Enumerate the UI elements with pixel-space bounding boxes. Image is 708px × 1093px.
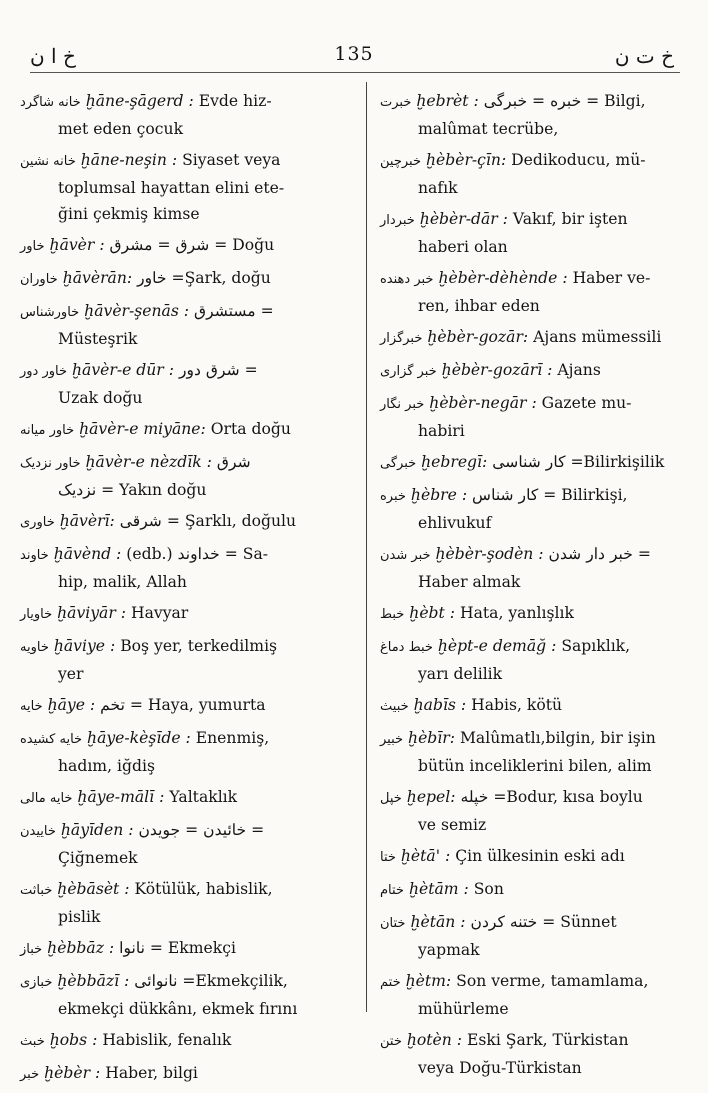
entry-continuation: ekmekçi dükkânı, ekmek fırını <box>58 1000 298 1018</box>
dictionary-entry <box>20 784 354 812</box>
dictionary-entry <box>20 633 354 687</box>
entry-first-line <box>20 449 354 477</box>
entry-arabic-script: خبر دهنده <box>380 272 434 287</box>
entry-headword: ḫèbīr: <box>408 729 455 747</box>
entry-headword: ḫèbèr-negār : <box>429 394 537 412</box>
entry-definition: شرق دور = <box>178 361 258 379</box>
dictionary-entry <box>20 935 354 963</box>
entry-continuation: ehlivukuf <box>418 514 492 532</box>
entry-definition: شرق <box>216 453 251 471</box>
entry-first-line <box>380 449 680 477</box>
entry-definition: Son <box>473 880 504 898</box>
entry-headword: ḫèpt-e demāğ : <box>437 637 557 655</box>
entry-arabic-script: خاور دور <box>20 364 68 379</box>
entry-continuation: nafık <box>418 179 458 197</box>
dictionary-entry <box>380 541 680 595</box>
entry-headword: ḫèbèr-çīn: <box>425 151 507 169</box>
entry-definition: Ajans <box>557 361 601 379</box>
entry-continuation: hadım, iğdiş <box>58 757 155 775</box>
entry-arabic-script: خبرگزار <box>380 331 423 346</box>
entry-arabic-script: خباثت <box>20 883 53 898</box>
entry-headword: ḫèbèr-dèhènde : <box>438 269 568 287</box>
entry-first-line <box>380 843 680 871</box>
entry-first-line <box>20 232 354 260</box>
entry-headword: ḫāviye : <box>53 637 116 655</box>
entry-arabic-script: خاوران <box>20 272 58 287</box>
entry-arabic-script: ختام <box>380 883 404 898</box>
dictionary-entry <box>20 298 354 352</box>
entry-headword: ḫèbèr-şodèn : <box>435 545 544 563</box>
entry-first-line <box>380 88 680 116</box>
entry-headword: ḫāye : <box>47 696 96 714</box>
dictionary-entry <box>380 843 680 871</box>
entry-first-line <box>20 1060 354 1088</box>
entry-first-line <box>380 482 680 510</box>
entry-headword: ḫèbèr-gozārī : <box>441 361 553 379</box>
entry-first-line <box>380 909 680 937</box>
entry-headword: ḫāye-kèşīde : <box>87 729 191 747</box>
entry-headword: ḫebregī: <box>421 453 488 471</box>
entry-first-line <box>380 876 680 904</box>
entry-first-line <box>380 784 680 812</box>
entry-headword: ḫāviyār : <box>57 604 127 622</box>
entry-arabic-script: خایه <box>20 699 43 714</box>
entry-definition: Malûmatlı,bilgin, bir işin <box>459 729 656 747</box>
entry-headword: ḫāyīden : <box>60 821 134 839</box>
entry-arabic-script: ختان <box>380 916 406 931</box>
entry-definition: خائیدن = جویدن = <box>138 821 265 839</box>
entry-arabic-script: خانه شاگرد <box>20 95 81 110</box>
dictionary-entry <box>380 449 680 477</box>
dictionary-entry <box>380 324 680 352</box>
entry-definition: Siyaset veya <box>182 151 281 169</box>
entry-arabic-script: خاور <box>20 239 45 254</box>
entry-definition: خبره = خبرگی = Bilgi, <box>483 92 646 110</box>
entry-headword: ḫebrèt : <box>416 92 479 110</box>
dictionary-entry <box>380 265 680 319</box>
entry-first-line <box>380 357 680 385</box>
entry-definition: Son verme, tamamlama, <box>456 972 649 990</box>
entry-first-line <box>380 600 680 628</box>
entry-continuation: bütün inceliklerini bilen, alim <box>418 757 652 775</box>
entry-first-line <box>380 1027 680 1055</box>
entry-first-line <box>20 692 354 720</box>
entry-first-line <box>380 147 680 175</box>
dictionary-entry <box>380 147 680 201</box>
entry-definition: Vakıf, bir işten <box>512 210 628 228</box>
entry-arabic-script: خبره <box>380 489 406 504</box>
column-divider <box>366 82 367 1012</box>
entry-headword: ḫepel: <box>406 788 456 806</box>
dictionary-entry <box>380 968 680 1022</box>
dictionary-entry <box>20 88 354 142</box>
entry-headword: ḫètm: <box>405 972 452 990</box>
entry-first-line <box>20 357 354 385</box>
entry-arabic-script: خبط دماغ <box>380 640 433 655</box>
entry-headword: ḫètān : <box>410 913 466 931</box>
entry-definition: Haber, bilgi <box>105 1064 198 1082</box>
entry-first-line <box>380 324 680 352</box>
dictionary-entry <box>380 482 680 536</box>
entry-headword: ḫāvèr-e miyāne: <box>79 420 206 438</box>
entry-definition: Habislik, fenalık <box>102 1031 232 1049</box>
dictionary-entry <box>20 541 354 595</box>
entry-headword: ḫobs : <box>49 1031 98 1049</box>
entry-headword: ḫètām : <box>408 880 469 898</box>
right-column <box>380 88 680 1086</box>
entry-first-line <box>20 1027 354 1055</box>
dictionary-entry <box>380 692 680 720</box>
entry-definition: Kötülük, habislik, <box>134 880 273 898</box>
entry-arabic-script: خاورشناس <box>20 305 80 320</box>
entry-arabic-script: ختا <box>380 850 396 865</box>
entry-continuation: toplumsal hayattan elini ete- <box>58 179 285 197</box>
entry-definition: Gazete mu- <box>541 394 632 412</box>
entry-definition: خبر دار شدن = <box>548 545 651 563</box>
entry-headword: ḫèbre : <box>410 486 468 504</box>
dictionary-entry <box>20 876 354 930</box>
entry-continuation: yer <box>58 665 84 683</box>
entry-definition: Habis, kötü <box>471 696 563 714</box>
dictionary-entry <box>380 784 680 838</box>
dictionary-entry <box>20 357 354 411</box>
entry-definition: Evde hiz- <box>198 92 272 110</box>
dictionary-entry <box>20 600 354 628</box>
entry-definition: خپله =Bodur, kısa boylu <box>460 788 643 806</box>
entry-continuation: met eden çocuk <box>58 120 184 138</box>
entry-headword: ḫètā' : <box>400 847 451 865</box>
entry-arabic-script: خبر گزاری <box>380 364 437 379</box>
entry-arabic-script: خبازی <box>20 975 53 990</box>
entry-continuation: mühürleme <box>418 1000 509 1018</box>
entry-definition: Boş yer, terkedilmiş <box>120 637 278 655</box>
dictionary-entry <box>20 1060 354 1088</box>
entry-continuation: ve semiz <box>418 816 487 834</box>
entry-arabic-script: خپل <box>380 791 402 806</box>
entry-first-line <box>20 541 354 569</box>
entry-arabic-script: خاویه <box>20 640 49 655</box>
dictionary-entry <box>20 147 354 227</box>
entry-first-line <box>20 298 354 326</box>
entry-definition: Yaltaklık <box>169 788 238 806</box>
entry-definition: ختنه کردن = Sünnet <box>470 913 617 931</box>
entry-headword: ḫāvèrān: <box>62 269 133 287</box>
entry-headword: ḫāvèr-e dūr : <box>72 361 174 379</box>
entry-headword: ḫāvèr : <box>49 236 105 254</box>
entry-continuation: yarı delilik <box>418 665 503 683</box>
entry-definition: Çin ülkesinin eski adı <box>455 847 625 865</box>
entry-first-line <box>20 416 354 444</box>
entry-definition: کار شناس = Bilirkişi, <box>472 486 628 504</box>
entry-definition: نانوا = Ekmekçi <box>119 939 236 957</box>
entry-arabic-script: ختن <box>380 1034 402 1049</box>
entry-definition: Orta doğu <box>210 420 291 438</box>
entry-arabic-script: خایه مالی <box>20 791 73 806</box>
entry-arabic-script: ختم <box>380 975 401 990</box>
entry-arabic-script: خبیر <box>380 732 404 747</box>
entry-headword: ḫèbèr-dār : <box>419 210 508 228</box>
entry-definition: Eski Şark, Türkistan <box>466 1031 629 1049</box>
entry-definition: نانوائی =Ekmekçilik, <box>134 972 288 990</box>
entry-continuation: Çiğnemek <box>58 849 138 867</box>
entry-first-line <box>20 725 354 753</box>
entry-first-line <box>20 147 354 175</box>
dictionary-entry <box>20 968 354 1022</box>
dictionary-entry <box>20 817 354 871</box>
entry-continuation: habiri <box>418 422 465 440</box>
entry-arabic-script: خبرچین <box>380 154 421 169</box>
entry-continuation: yapmak <box>418 941 480 959</box>
dictionary-entry <box>380 909 680 963</box>
dictionary-entry <box>380 390 680 444</box>
entry-arabic-script: خاوری <box>20 515 55 530</box>
entry-first-line <box>380 541 680 569</box>
dictionary-entry <box>380 725 680 779</box>
entry-headword: ḫèbèr-gozār: <box>427 328 529 346</box>
dictionary-entry <box>380 357 680 385</box>
dictionary-entry <box>20 232 354 260</box>
dictionary-entry <box>20 1027 354 1055</box>
dictionary-entry <box>380 88 680 142</box>
entry-headword: ḫèbt : <box>409 604 456 622</box>
entry-arabic-script: خبط <box>380 607 405 622</box>
dictionary-entry <box>380 1027 680 1081</box>
dictionary-entry <box>20 692 354 720</box>
dictionary-entry <box>20 725 354 779</box>
entry-continuation: pislik <box>58 908 101 926</box>
entry-continuation: نزدیک = Yakın doğu <box>58 481 207 499</box>
entry-definition: مستشرق = <box>194 302 274 320</box>
entry-first-line <box>20 968 354 996</box>
entry-first-line <box>380 265 680 293</box>
entry-arabic-script: خبر شدن <box>380 548 431 563</box>
entry-arabic-script: خباز <box>20 942 43 957</box>
entry-first-line <box>20 935 354 963</box>
entry-headword: ḫāye-mālī : <box>77 788 165 806</box>
entry-arabic-script: خاور نزدیک <box>20 456 81 471</box>
dictionary-entry <box>380 633 680 687</box>
entry-first-line <box>380 390 680 418</box>
entry-arabic-script: خبردار <box>380 213 415 228</box>
entry-first-line <box>20 508 354 536</box>
entry-headword: ḫāne-şāgerd : <box>85 92 194 110</box>
dictionary-entry <box>380 876 680 904</box>
entry-arabic-script: خبرت <box>380 95 412 110</box>
entry-definition: Hata, yanlışlık <box>459 604 574 622</box>
entry-headword: ḫabīs : <box>413 696 467 714</box>
entry-arabic-script: خبرگی <box>380 456 417 471</box>
entry-first-line <box>20 817 354 845</box>
entry-continuation: ğini çekmiş kimse <box>58 205 200 223</box>
dictionary-entry <box>20 416 354 444</box>
entry-definition: Haber ve- <box>572 269 651 287</box>
entry-headword: ḫāne-neşin : <box>80 151 178 169</box>
entry-first-line <box>380 968 680 996</box>
header-right-letters: خ ت ن <box>614 44 674 68</box>
entry-arabic-script: خبث <box>20 1034 45 1049</box>
entry-definition: Ajans mümessili <box>533 328 662 346</box>
entry-definition: کار شناسی =Bilirkişilik <box>492 453 665 471</box>
entry-definition: شرق = مشرق = Doğu <box>109 236 275 254</box>
entry-first-line <box>20 784 354 812</box>
dictionary-entry <box>380 206 680 260</box>
entry-continuation: Müsteşrik <box>58 330 138 348</box>
entry-arabic-script: خانه نشین <box>20 154 76 169</box>
entry-definition: خاور =Şark, doğu <box>137 269 271 287</box>
entry-continuation: veya Doğu-Türkistan <box>418 1059 582 1077</box>
entry-arabic-script: خاویار <box>20 607 53 622</box>
entry-continuation: Uzak doğu <box>58 389 143 407</box>
entry-continuation: haberi olan <box>418 238 508 256</box>
entry-arabic-script: خاوند <box>20 548 49 563</box>
entry-headword: ḫèbbāzī : <box>57 972 130 990</box>
entry-arabic-script: خایه کشیده <box>20 732 83 747</box>
entry-definition: Sapıklık, <box>561 637 631 655</box>
entry-definition: Havyar <box>131 604 189 622</box>
entry-continuation: malûmat tecrübe, <box>418 120 559 138</box>
entry-first-line <box>20 876 354 904</box>
header-left-letters: خ ا ن <box>30 44 76 68</box>
entry-headword: ḫotèn : <box>406 1031 463 1049</box>
dictionary-entry <box>20 449 354 503</box>
entry-headword: ḫāvèrī: <box>59 512 115 530</box>
entry-first-line <box>380 692 680 720</box>
entry-arabic-script: خبر نگار <box>380 397 425 412</box>
entry-arabic-script: خاییدن <box>20 824 56 839</box>
page-number: 135 <box>334 43 374 65</box>
entry-definition: Dedikoducu, mü- <box>511 151 646 169</box>
dictionary-entry <box>380 600 680 628</box>
header-rule <box>30 72 680 73</box>
entry-headword: ḫèbāsèt : <box>57 880 130 898</box>
entry-arabic-script: خبر <box>20 1067 40 1082</box>
entry-definition: شرقی = Şarklı, doğulu <box>119 512 297 530</box>
entry-first-line <box>20 265 354 293</box>
dictionary-entry <box>20 508 354 536</box>
entry-first-line <box>20 633 354 661</box>
page-header <box>0 40 708 70</box>
entry-arabic-script: خبیث <box>380 699 409 714</box>
entry-first-line <box>20 88 354 116</box>
entry-headword: ḫāvènd : <box>53 545 122 563</box>
entry-first-line <box>20 600 354 628</box>
left-column <box>20 88 354 1093</box>
entry-headword: ḫèbèr : <box>44 1064 101 1082</box>
entry-first-line <box>380 633 680 661</box>
entry-continuation: ren, ihbar eden <box>418 297 540 315</box>
entry-headword: ḫāvèr-şenās : <box>84 302 190 320</box>
entry-arabic-script: خاور میانه <box>20 423 75 438</box>
entry-first-line <box>380 206 680 234</box>
dictionary-entry <box>20 265 354 293</box>
entry-definition: تخم = Haya, yumurta <box>100 696 266 714</box>
entry-definition: Enenmiş, <box>195 729 270 747</box>
entry-continuation: hip, malik, Allah <box>58 573 187 591</box>
entry-continuation: Haber almak <box>418 573 521 591</box>
entry-definition: (edb.) خداوند = Sa- <box>126 545 269 563</box>
entry-headword: ḫāvèr-e nèzdīk : <box>85 453 212 471</box>
entry-first-line <box>380 725 680 753</box>
entry-headword: ḫèbbāz : <box>47 939 115 957</box>
